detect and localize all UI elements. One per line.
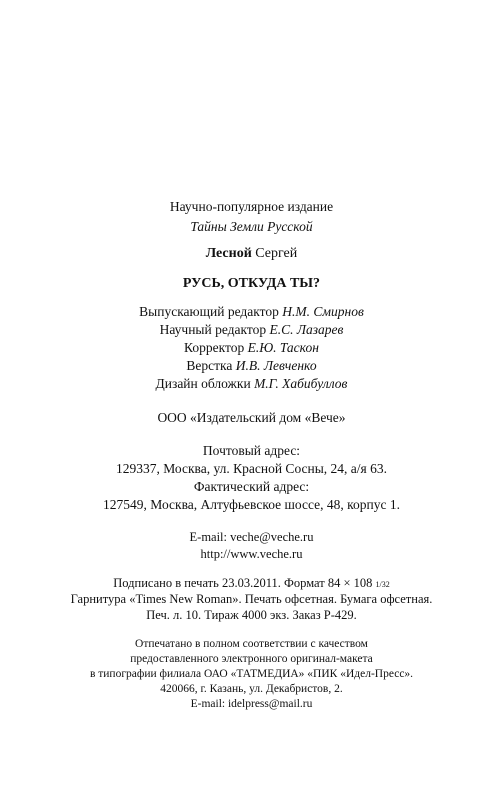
credit-role: Верстка (186, 358, 233, 373)
credit-person: Е.С. Лазарев (269, 322, 344, 337)
credit-role: Выпускающий редактор (139, 304, 279, 319)
actual-address: 127549, Москва, Алтуфьевское шоссе, 48, корпус 1. (103, 497, 400, 512)
print-signed-text: Подписано в печать 23.03.2011. Формат 84 × 108 (113, 576, 373, 590)
printer-line-4: 420066, г. Казань, ул. Декабристов, 2. (160, 683, 343, 695)
printer-line-1: Отпечатано в полном соответствии с качеством (135, 638, 368, 650)
credit-line (0, 376, 503, 392)
printer-line-5: E-mail: idelpress@mail.ru (190, 698, 313, 710)
book-title: РУСЬ, ОТКУДА ТЫ? (182, 276, 321, 291)
credit-line (0, 304, 503, 320)
author-surname: Лесной (205, 246, 252, 261)
printer-line-3: в типографии филиала ОАО «ТАТМЕДИА» «ПИК «Идел-Пресс». (89, 668, 414, 680)
author (0, 246, 503, 262)
credit-person: Н.М. Смирнов (282, 304, 364, 319)
website: http://www.veche.ru (200, 547, 303, 561)
credit-line (0, 358, 503, 374)
printer-line-2: предоставленного электронного оригинал-макета (130, 653, 373, 665)
format-fraction: 1/32 (375, 580, 390, 589)
actual-label: Фактический адрес: (193, 479, 310, 494)
series-type: Научно-популярное издание (169, 199, 334, 214)
credit-line (0, 340, 503, 356)
series-name: Тайны Земли Русской (190, 219, 313, 234)
email: E-mail: veche@veche.ru (189, 530, 314, 544)
credit-person: И.В. Левченко (235, 358, 317, 373)
credit-role: Корректор (184, 340, 245, 355)
author-name: Сергей (255, 246, 298, 261)
credit-line (0, 322, 503, 338)
print-signed (0, 576, 503, 591)
credit-person: Е.Ю. Таскон (247, 340, 319, 355)
credit-role: Научный редактор (159, 322, 267, 337)
postal-address: 129337, Москва, ул. Красной Сосны, 24, а/я 63. (115, 461, 388, 476)
postal-label: Почтовый адрес: (202, 443, 301, 458)
print-sheets-line: Печ. л. 10. Тираж 4000 экз. Заказ Р-429. (146, 608, 357, 622)
credit-role: Дизайн обложки (155, 376, 251, 391)
credit-person: М.Г. Хабибуллов (254, 376, 348, 391)
print-font-line: Гарнитура «Times New Roman». Печать офсетная. Бумага офсетная. (70, 592, 433, 606)
publisher: ООО «Издательский дом «Вече» (157, 410, 346, 425)
